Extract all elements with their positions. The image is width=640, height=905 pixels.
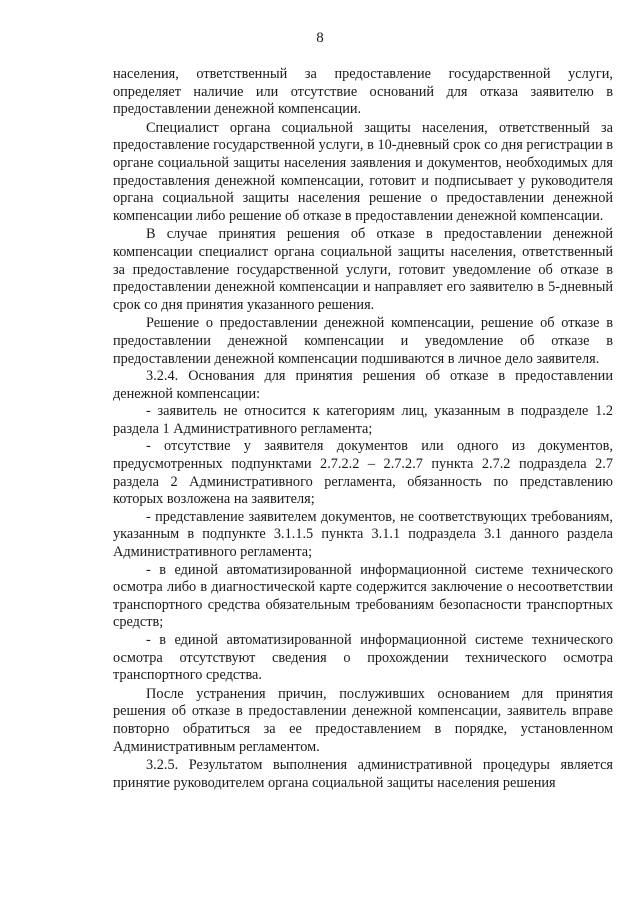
paragraph-refusal-notification: В случае принятия решения об отказе в предоставлении денежной компенсации специалист органа социальной защиты населения, ответственный за предоставление государственной услуги, готовит уведомление об отказе в предоставлении денежной компенсации и направляет его заявителю в 5-дневный срок со дня принятия указанного решения. [113, 226, 613, 313]
page-number: 8 [316, 30, 324, 46]
paragraph-reapply: После устранения причин, послуживших основанием для принятия решения об отказе в предоставлении денежной компенсации, заявитель вправе повторно обратиться за ее предоставлением в порядке, установленном Административным регламентом. [113, 685, 613, 755]
list-item: - в единой автоматизированной информационной системе технического осмотра отсутствуют сведения о прохождении технического осмотра транспортного средства. [113, 632, 613, 684]
list-item: - в единой автоматизированной информационной системе технического осмотра либо в диагностической карте содержится заключение о несоответствии транспортного средства обязательным требованиям безопасности транспортных средств; [113, 561, 613, 631]
paragraph-specialist-decision: Специалист органа социальной защиты населения, ответственный за предоставление государственной услуги, в 10-дневный срок со дня регистрации в органе социальной защиты населения заявления и документов, необходимых для предоставления денежной компенсации, готовит и подписывает у руководителя органа социальной защиты населения решение о предоставлении денежной компенсации либо решение об отказе в предоставлении денежной компенсации. [113, 119, 613, 224]
body-text [113, 66, 613, 792]
list-item: - отсутствие у заявителя документов или одного из документов, предусмотренных подпунктами 2.7.2.2 – 2.7.2.7 пункта 2.7.2 подраздела 2.7 раздела 2 Административного регламента, обязанность по представлению которых возложена на заявителя; [113, 438, 613, 508]
paragraph-personal-file: Решение о предоставлении денежной компенсации, решение об отказе в предоставлении денежной компенсации и уведомление об отказе в предоставлении денежной компенсации подшиваются в личное дело заявителя. [113, 315, 613, 367]
paragraph-continuation: населения, ответственный за предоставление государственной услуги, определяет наличие или отсутствие оснований для отказа заявителю в предоставлении денежной компенсации. [113, 66, 613, 118]
list-item: - заявитель не относится к категориям лиц, указанным в подразделе 1.2 раздела 1 Административного регламента; [113, 403, 613, 437]
list-item: - представление заявителем документов, не соответствующих требованиям, указанным в подпункте 3.1.1.5 пункта 3.1.1 подраздела 3.1 данного раздела Административного регламента; [113, 508, 613, 561]
paragraph-result: 3.2.5. Результатом выполнения административной процедуры является принятие руководителем органа социальной защиты населения решения [113, 757, 613, 791]
paragraph-grounds-heading: 3.2.4. Основания для принятия решения об отказе в предоставлении денежной компенсации: [113, 368, 613, 402]
